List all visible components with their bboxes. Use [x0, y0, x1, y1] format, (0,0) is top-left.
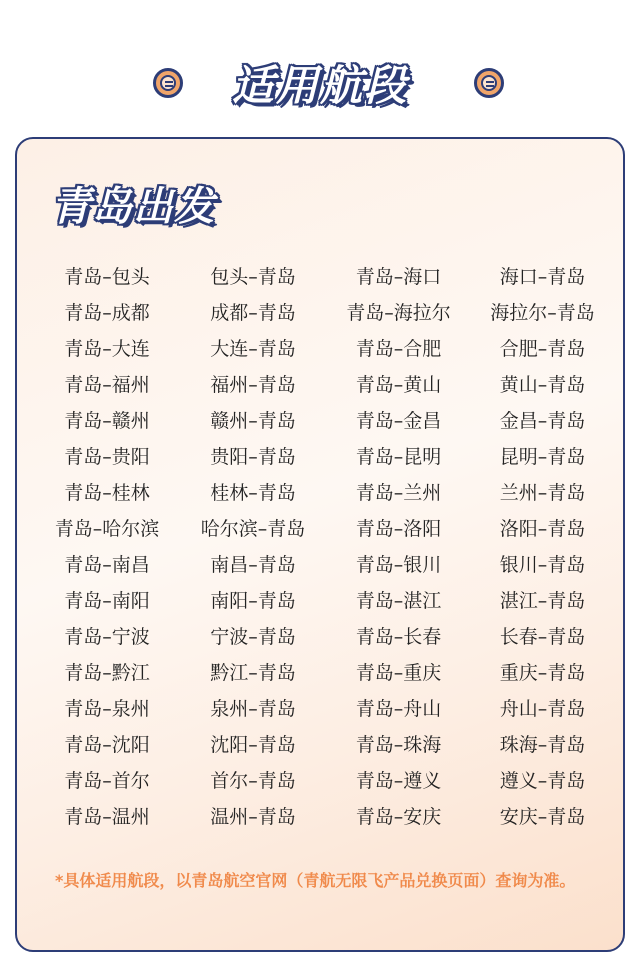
routes-grid	[34, 257, 614, 833]
route-item: 南阳–青岛	[210, 589, 296, 612]
route-item: 桂林–青岛	[210, 481, 296, 504]
route-item: 青岛–泉州	[64, 697, 150, 720]
route-item: 包头–青岛	[210, 265, 296, 288]
route-item: 贵阳–青岛	[210, 445, 296, 468]
route-row	[34, 509, 614, 545]
route-item: 沈阳–青岛	[210, 733, 296, 756]
route-row	[34, 545, 614, 581]
route-item: 温州–青岛	[210, 805, 296, 828]
route-item: 昆明–青岛	[499, 445, 586, 468]
route-item: 青岛–首尔	[64, 769, 150, 792]
coin-icon	[474, 68, 504, 98]
route-item: 青岛–珠海	[355, 733, 442, 756]
route-row	[34, 293, 614, 329]
route-row	[34, 401, 614, 437]
route-item: 大连–青岛	[210, 337, 296, 360]
section-header	[0, 48, 640, 118]
route-item: 青岛–合肥	[355, 337, 442, 360]
route-item: 兰州–青岛	[499, 481, 586, 504]
route-row	[34, 581, 614, 617]
route-item: 青岛–湛江	[355, 589, 442, 612]
route-item: 青岛–温州	[64, 805, 150, 828]
route-item: 长春–青岛	[499, 625, 586, 648]
route-item: 青岛–兰州	[355, 481, 442, 504]
route-row	[34, 329, 614, 365]
route-item: 宁波–青岛	[210, 625, 296, 648]
route-item: 首尔–青岛	[210, 769, 296, 792]
route-item: 青岛–黔江	[64, 661, 150, 684]
disclaimer-note: *具体适用航段，以青岛航空官网（青航无限飞产品兑换页面）查询为准。	[55, 871, 576, 890]
route-item: 青岛–海拉尔	[346, 301, 451, 324]
route-item: 哈尔滨–青岛	[200, 517, 306, 540]
route-item: 青岛–昆明	[355, 445, 442, 468]
route-row	[34, 689, 614, 725]
route-row	[34, 365, 614, 401]
route-item: 安庆–青岛	[499, 805, 586, 828]
route-item: 青岛–金昌	[355, 409, 442, 432]
route-item: 银川–青岛	[499, 553, 586, 576]
route-item: 青岛–包头	[64, 265, 150, 288]
route-item: 青岛–宁波	[64, 625, 150, 648]
route-item: 青岛–黄山	[355, 373, 442, 396]
route-item: 青岛–大连	[64, 337, 150, 360]
route-item: 青岛–海口	[355, 265, 442, 288]
route-item: 青岛–桂林	[64, 481, 150, 504]
route-item: 珠海–青岛	[499, 733, 586, 756]
route-item: 青岛–南昌	[64, 553, 150, 576]
route-item: 青岛–哈尔滨	[54, 517, 160, 540]
route-item: 青岛–安庆	[355, 805, 442, 828]
route-item: 湛江–青岛	[499, 589, 586, 612]
section-title: 适用航段	[231, 61, 408, 110]
route-item: 青岛–银川	[355, 553, 442, 576]
route-item: 海拉尔–青岛	[490, 301, 595, 324]
route-item: 青岛–洛阳	[355, 517, 442, 540]
route-item: 青岛–赣州	[64, 409, 150, 432]
route-row	[34, 617, 614, 653]
route-item: 重庆–青岛	[499, 661, 586, 684]
route-item: 福州–青岛	[210, 373, 296, 396]
card-title: 青岛出发	[51, 184, 215, 230]
route-row	[34, 473, 614, 509]
route-item: 青岛–舟山	[355, 697, 442, 720]
route-item: 青岛–成都	[64, 301, 150, 324]
route-item: 青岛–长春	[355, 625, 442, 648]
route-item: 泉州–青岛	[210, 697, 296, 720]
route-item: 青岛–重庆	[355, 661, 442, 684]
route-row	[34, 653, 614, 689]
route-item: 青岛–南阳	[64, 589, 150, 612]
route-item: 金昌–青岛	[499, 409, 586, 432]
route-row	[34, 761, 614, 797]
route-row	[34, 437, 614, 473]
route-item: 南昌–青岛	[210, 553, 296, 576]
route-item: 青岛–沈阳	[64, 733, 150, 756]
route-row	[34, 257, 614, 293]
routes-card	[15, 137, 625, 952]
route-item: 成都–青岛	[210, 301, 296, 324]
route-row	[34, 725, 614, 761]
route-item: 赣州–青岛	[210, 409, 296, 432]
route-item: 青岛–福州	[64, 373, 150, 396]
route-item: 黔江–青岛	[210, 661, 296, 684]
route-item: 黄山–青岛	[499, 373, 586, 396]
route-row	[34, 797, 614, 833]
route-item: 遵义–青岛	[499, 769, 586, 792]
route-item: 合肥–青岛	[499, 337, 586, 360]
route-item: 洛阳–青岛	[499, 517, 586, 540]
route-item: 舟山–青岛	[499, 697, 586, 720]
route-item: 海口–青岛	[499, 265, 586, 288]
route-item: 青岛–遵义	[355, 769, 442, 792]
route-item: 青岛–贵阳	[64, 445, 150, 468]
